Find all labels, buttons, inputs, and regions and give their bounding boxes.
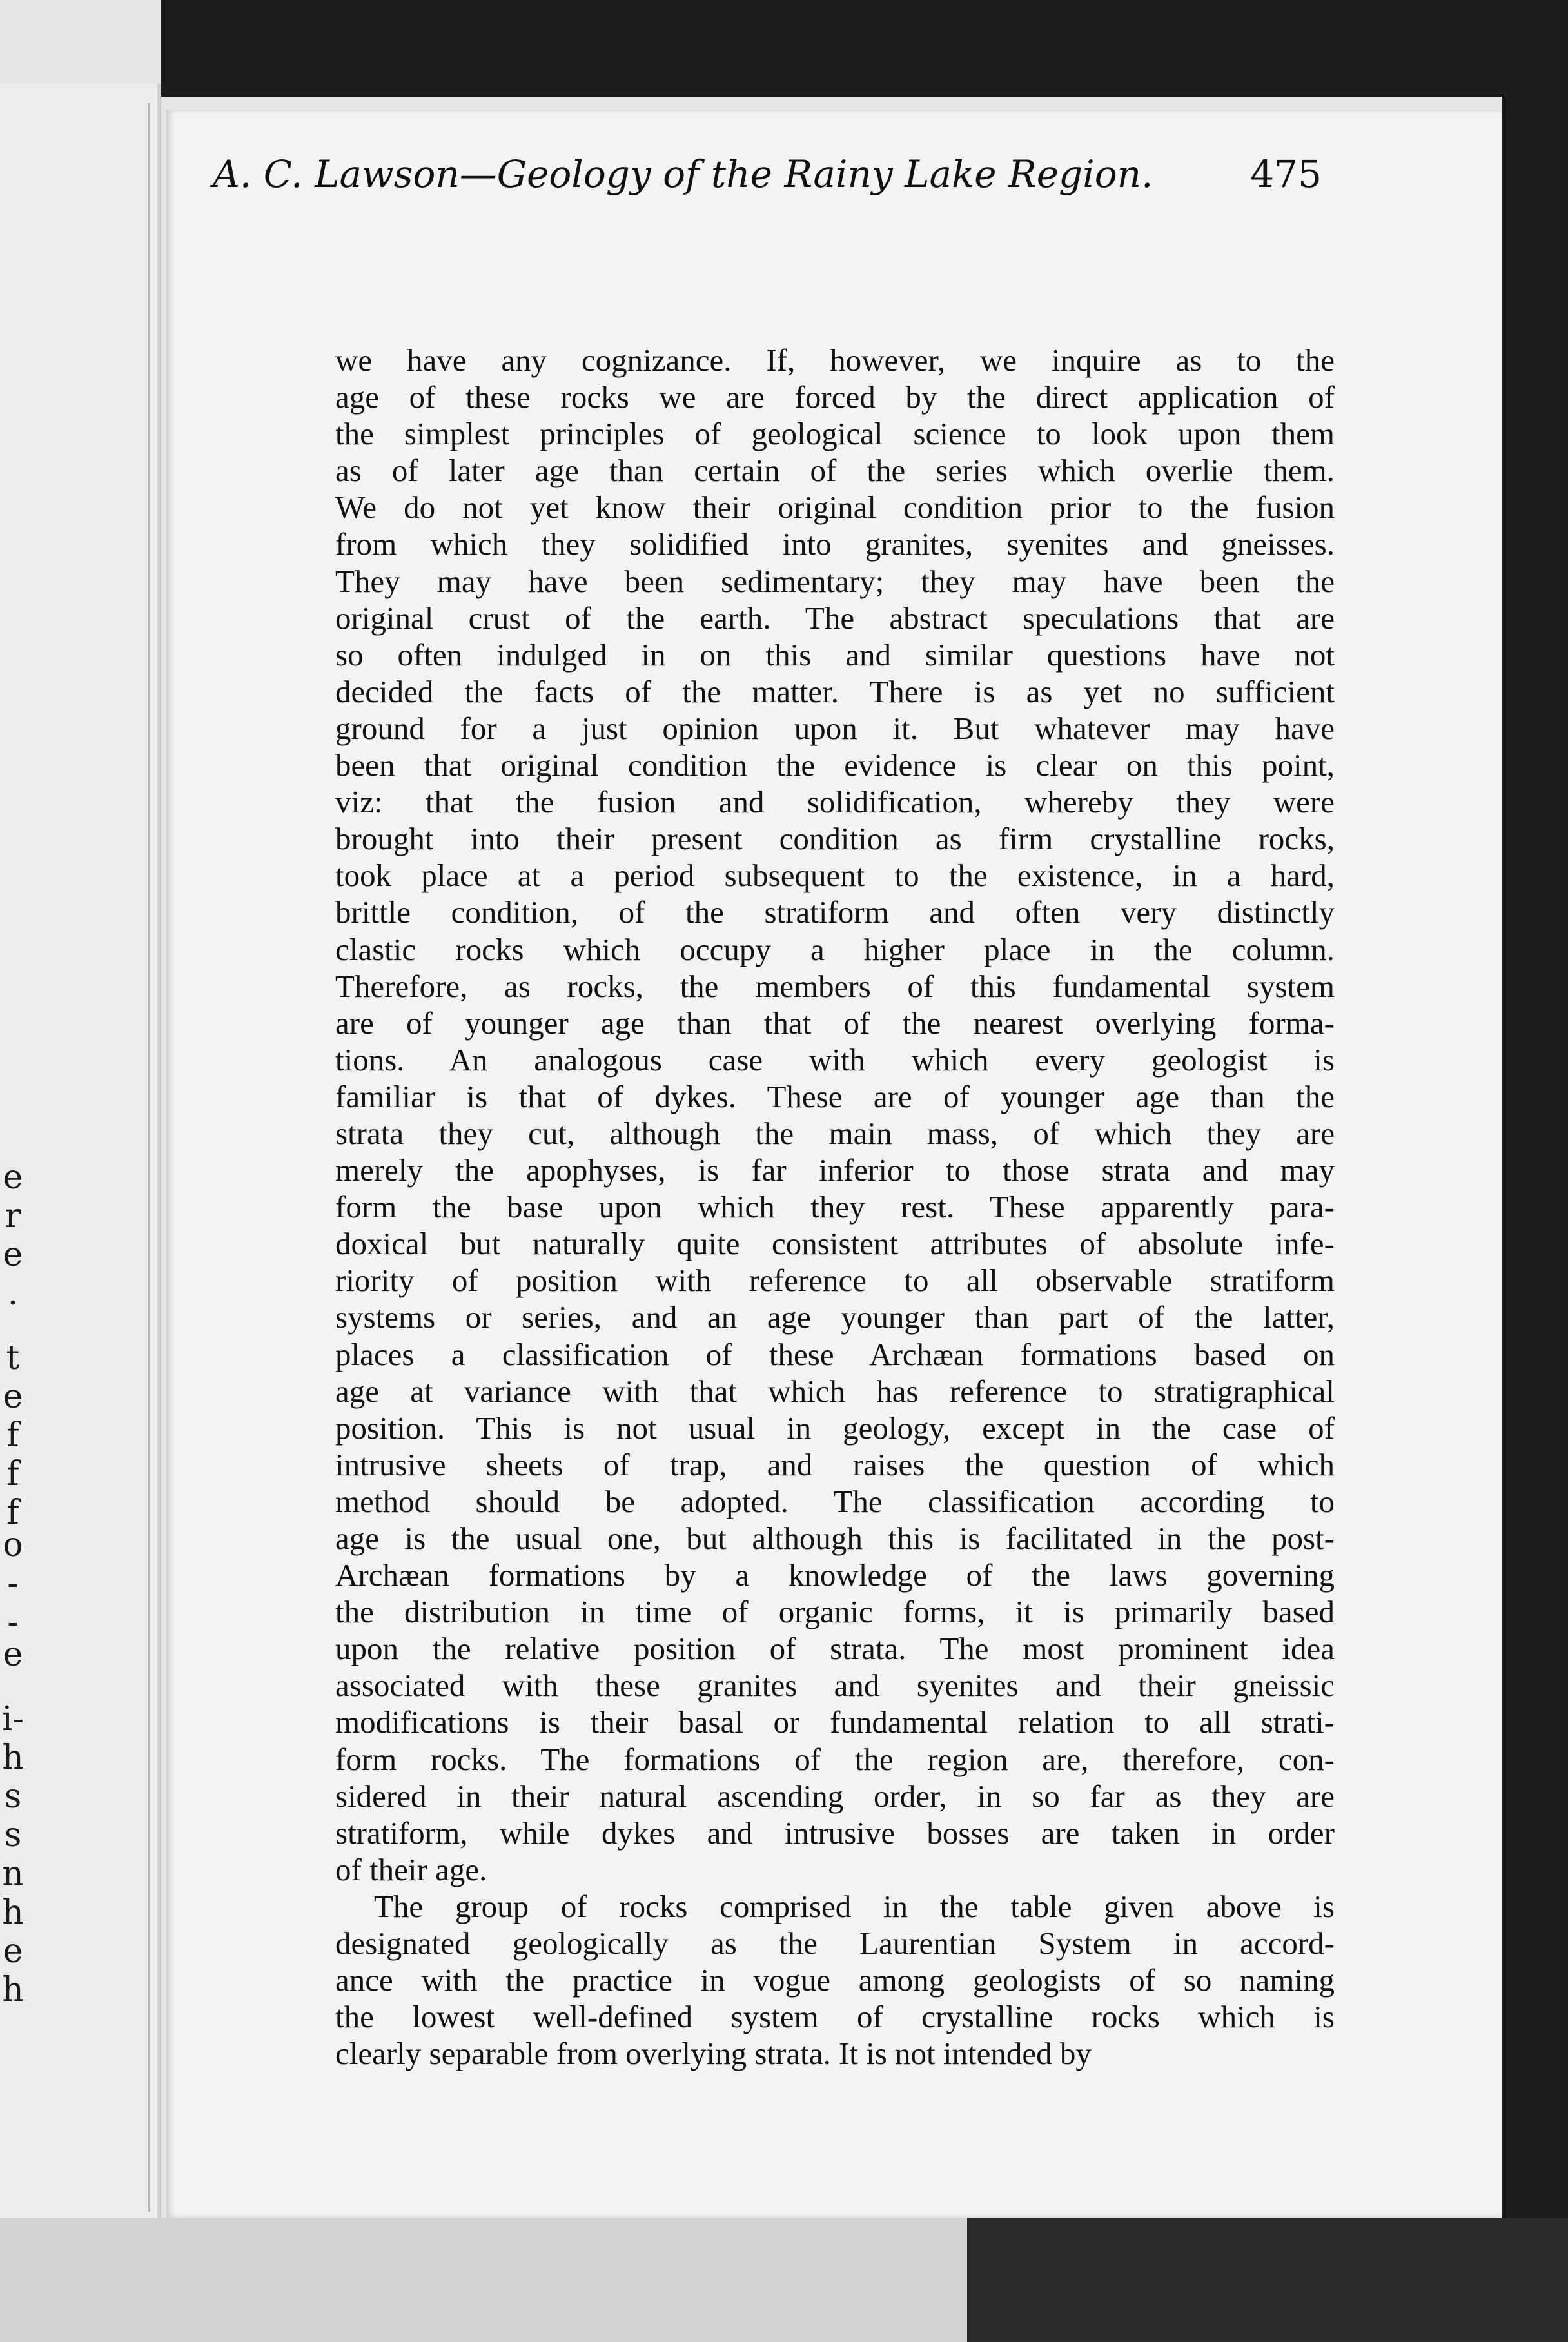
text-line: tions. An analogous case with which every geologist is: [335, 1041, 1335, 1078]
text-line: original crust of the earth. The abstract speculations that are: [335, 600, 1335, 636]
text-line: are of younger age than that of the nearest overlying forma-: [335, 1005, 1335, 1041]
left-page-fragment: n: [2, 1855, 24, 1893]
text-line: brittle condition, of the stratiform and often very distinctly: [335, 894, 1335, 930]
text-line: doxical but naturally quite consistent attributes of absolute infe-: [335, 1226, 1335, 1262]
running-head-title: A. C. Lawson—Geology of the Rainy Lake Region.: [213, 152, 1153, 196]
left-page-fragment: s: [4, 1777, 22, 1816]
text-line: intrusive sheets of trap, and raises the question of which: [335, 1446, 1335, 1482]
text-line: age at variance with that which has reference to stratigraphical: [335, 1373, 1335, 1409]
left-page-fragment: e: [3, 1158, 23, 1197]
running-head: [213, 148, 1322, 200]
text-line: They may have been sedimentary; they may have been the: [335, 563, 1335, 599]
previous-page-edge: [0, 84, 161, 2218]
text-line: merely the apophyses, is far inferior to those strata and may: [335, 1152, 1335, 1188]
text-line: the lowest well-defined system of crystalline rocks which is: [335, 1999, 1335, 2035]
scan-background-top: [161, 0, 1568, 97]
scan-background-right: [1502, 0, 1568, 2342]
text-line: strata they cut, although the main mass, of which they are: [335, 1115, 1335, 1151]
text-line: ground for a just opinion upon it. But whatever may have: [335, 710, 1335, 746]
text-line: decided the facts of the matter. There is as yet no sufficient: [335, 673, 1335, 709]
left-page-fragment: e: [3, 1932, 23, 1971]
text-line: systems or series, and an age younger than part of the latter,: [335, 1299, 1335, 1335]
left-page-fragment: f: [6, 1416, 19, 1455]
text-line: position. This is not usual in geology, except in the case of: [335, 1410, 1335, 1446]
scan-shadow-bottom: [967, 2218, 1568, 2342]
text-line: stratiform, while dykes and intrusive bosses are taken in order: [335, 1815, 1335, 1851]
text-line: sidered in their natural ascending order, in so far as they are: [335, 1778, 1335, 1814]
text-line: ance with the practice in vogue among geologists of so naming: [335, 1962, 1335, 1998]
left-page-fragment: i-: [1, 1700, 24, 1738]
text-line: from which they solidified into granites, syenites and gneisses.: [335, 526, 1335, 562]
text-line: as of later age than certain of the series which overlie them.: [335, 453, 1335, 489]
text-line: riority of position with reference to all observable stratiform: [335, 1263, 1335, 1299]
left-page-fragment: o: [3, 1526, 23, 1564]
left-page-fragment: -: [7, 1603, 19, 1642]
text-line: the simplest principles of geological science to look upon them: [335, 416, 1335, 452]
text-line: took place at a period subsequent to the existence, in a hard,: [335, 858, 1335, 894]
left-page-fragment: e: [3, 1635, 23, 1674]
text-line: been that original condition the evidence is clear on this point,: [335, 747, 1335, 783]
text-line: the distribution in time of organic forms, it is primarily based: [335, 1594, 1335, 1630]
left-page-fragment: t: [6, 1339, 20, 1377]
text-line: clearly separable from overlying strata. It is not intended by: [335, 2036, 1092, 2072]
text-line: age of these rocks we are forced by the direct application of: [335, 379, 1335, 415]
text-line: clastic rocks which occupy a higher place in the column.: [335, 931, 1335, 967]
text-line: familiar is that of dykes. These are of younger age than the: [335, 1078, 1335, 1114]
text-line: designated geologically as the Laurentian System in accord-: [335, 1925, 1335, 1962]
text-line: form the base upon which they rest. These apparently para-: [335, 1189, 1335, 1225]
left-page-fragment: r: [5, 1197, 21, 1235]
text-line: The group of rocks comprised in the table given above is: [374, 1888, 1335, 1924]
text-line: upon the relative position of strata. The most prominent idea: [335, 1631, 1335, 1667]
left-page-fragment: e: [3, 1377, 23, 1416]
left-page-fragment: s: [4, 1816, 22, 1855]
left-page-fragment: e: [3, 1235, 23, 1274]
text-line: so often indulged in on this and similar questions have not: [335, 636, 1335, 673]
text-line: We do not yet know their original condition prior to the fusion: [335, 489, 1335, 526]
left-page-fragment: -: [7, 1564, 19, 1603]
text-line: form rocks. The formations of the region are, therefore, con-: [335, 1741, 1335, 1777]
left-page-fragment: h: [2, 1971, 24, 2009]
text-line: modifications is their basal or fundamental relation to all strati-: [335, 1704, 1335, 1740]
page-number: 475: [1250, 152, 1322, 196]
text-line: Therefore, as rocks, the members of this fundamental system: [335, 968, 1335, 1004]
left-page-fragment: .: [7, 1274, 19, 1313]
text-line: we have any cognizance. If, however, we inquire as to the: [335, 342, 1335, 378]
text-line: associated with these granites and syenites and their gneissic: [335, 1668, 1335, 1704]
text-line: method should be adopted. The classification according to: [335, 1483, 1335, 1519]
text-line: Archæan formations by a knowledge of the laws governing: [335, 1557, 1335, 1593]
left-page-fragment: h: [2, 1893, 24, 1932]
text-line: viz: that the fusion and solidification, whereby they were: [335, 784, 1335, 820]
text-line: age is the usual one, but although this is facilitated in the post-: [335, 1520, 1335, 1556]
book-gutter: [148, 103, 150, 2212]
text-line: of their age.: [335, 1851, 487, 1887]
text-line: brought into their present condition as firm crystalline rocks,: [335, 821, 1335, 857]
left-page-fragment: f: [6, 1493, 19, 1532]
left-page-fragment: h: [2, 1738, 24, 1777]
text-line: places a classification of these Archæan formations based on: [335, 1336, 1335, 1372]
body-text: [335, 342, 1335, 2072]
left-page-fragment: f: [6, 1455, 19, 1493]
